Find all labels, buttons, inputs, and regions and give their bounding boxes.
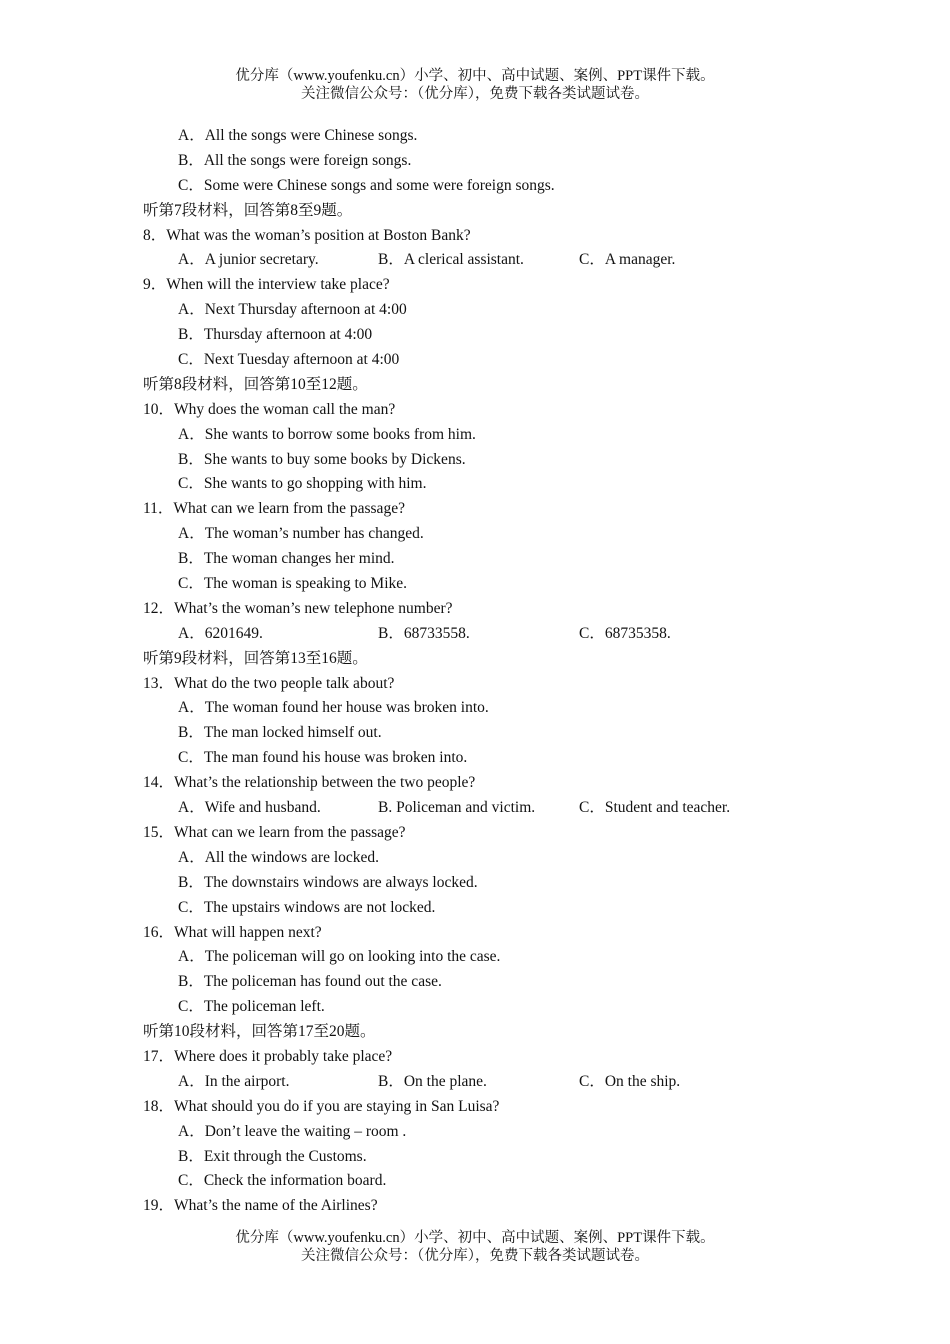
option: A．All the songs were Chinese songs. (178, 127, 418, 144)
option: B．The downstairs windows are always locked. (178, 873, 478, 891)
header-line-1: 优分库（www.youfenku.cn）小学、初中、高中试题、案例、PPT课件下载。 (235, 68, 715, 84)
question-13: 13．What do the two people talk about? (143, 674, 395, 692)
question-8: 8．What was the woman’s position at Boston Bank? (143, 226, 471, 244)
options-row (143, 248, 843, 273)
option: B. Policeman and victim. (378, 799, 536, 817)
section-heading: 听第10段材料，回答第17至20题。 (143, 1023, 376, 1041)
question-14: 14．What’s the relationship between the two people? (143, 774, 476, 792)
option: A．Wife and husband. (178, 799, 321, 817)
option: B．On the plane. (378, 1072, 487, 1090)
question-12: 12．What’s the woman’s new telephone number? (143, 599, 453, 617)
option: C．On the ship. (579, 1072, 681, 1090)
option: B．The woman changes her mind. (178, 550, 395, 568)
option: C．A manager. (579, 251, 676, 269)
options-row (143, 796, 843, 821)
question-17: 17．Where does it probably take place? (143, 1047, 393, 1065)
option: A．A junior secretary. (178, 251, 319, 269)
question-11: 11．What can we learn from the passage? (143, 500, 405, 518)
option: C．Check the information board. (178, 1172, 387, 1190)
option: B．The policeman has found out the case. (178, 973, 442, 991)
option: A．6201649. (178, 624, 263, 642)
option: A．Next Thursday afternoon at 4:00 (178, 301, 407, 319)
option: C．She wants to go shopping with him. (178, 475, 427, 493)
question-9: 9．When will the interview take place? (143, 276, 390, 294)
option: C．68735358. (579, 624, 671, 642)
option: A．In the airport. (178, 1072, 290, 1090)
option: B．A clerical assistant. (378, 251, 524, 269)
header-line-2: 关注微信公众号：（优分库），免费下载各类试题试卷。 (301, 86, 649, 102)
section-heading: 听第8段材料，回答第10至12题。 (143, 375, 368, 393)
question-16: 16．What will happen next? (143, 923, 322, 941)
option: A．The woman’s number has changed. (178, 525, 424, 543)
option: A．The policeman will go on looking into the case. (178, 948, 501, 966)
option: B．She wants to buy some books by Dickens. (178, 450, 466, 468)
option: A．Don’t leave the waiting – room . (178, 1122, 407, 1140)
option: C．Next Tuesday afternoon at 4:00 (178, 351, 400, 369)
option: B．The man locked himself out. (178, 724, 382, 742)
option: B．All the songs were foreign songs. (178, 151, 412, 169)
question-19: 19．What’s the name of the Airlines? (143, 1197, 378, 1215)
page-header (0, 67, 950, 103)
section-heading: 听第7段材料，回答第8至9题。 (143, 201, 353, 219)
option: B．Exit through the Customs. (178, 1147, 367, 1165)
option: A．She wants to borrow some books from him. (178, 425, 476, 443)
option: A．The woman found her house was broken into. (178, 699, 489, 717)
option: C．Student and teacher. (579, 799, 731, 817)
question-18: 18．What should you do if you are staying in San Luisa? (143, 1097, 500, 1115)
options-row (143, 622, 843, 647)
page-footer (0, 1229, 950, 1265)
options-row (143, 1070, 843, 1095)
option: A．All the windows are locked. (178, 848, 380, 866)
option: B．Thursday afternoon at 4:00 (178, 326, 373, 344)
section-heading: 听第9段材料，回答第13至16题。 (143, 649, 368, 667)
option: C．The man found his house was broken into. (178, 749, 468, 767)
option: C．The woman is speaking to Mike. (178, 575, 408, 593)
option: C．Some were Chinese songs and some were foreign songs. (178, 176, 555, 194)
option: B．68733558. (378, 624, 470, 642)
question-10: 10．Why does the woman call the man? (143, 400, 396, 418)
question-15: 15．What can we learn from the passage? (143, 823, 406, 841)
footer-line-2: 关注微信公众号：（优分库），免费下载各类试题试卷。 (301, 1248, 649, 1264)
footer-line-1: 优分库（www.youfenku.cn）小学、初中、高中试题、案例、PPT课件下载。 (235, 1230, 715, 1246)
option: C．The policeman left. (178, 998, 325, 1016)
exam-content (143, 124, 843, 1219)
option: C．The upstairs windows are not locked. (178, 898, 436, 916)
